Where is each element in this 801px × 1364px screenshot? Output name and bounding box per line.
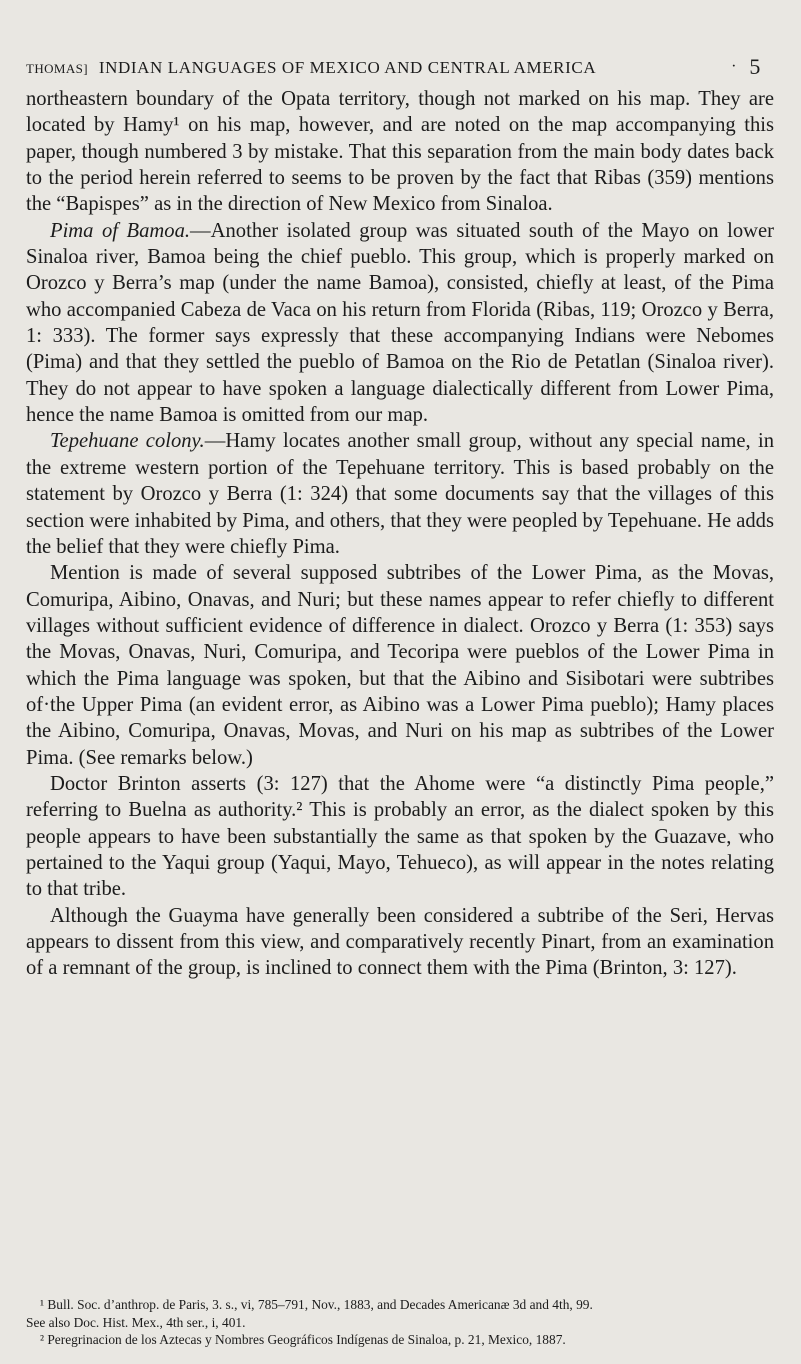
paragraph-text: Although the Guayma have generally been considered a subtribe of the Seri, Hervas appears to dissent from this view, and comparatively recently Pinart, from an examination of a remnant of the group, is inclined to connect them with the Pima (Brinton, 3: 127). (26, 904, 774, 980)
running-head (26, 54, 761, 80)
paragraph-text: Mention is made of several supposed subtribes of the Lower Pima, as the Movas, Comuripa, Aibino, Onavas, and Nuri; but these names appear to refer chiefly to different villages without sufficient evidence of difference in dialect. Orozco y Berra (1: 353) says the Movas, Onavas, Nuri, Comuripa, and Tecoripa were pueblos of the Lower Pima in which the Pima language was spoken, but that the Aibino and Sisibotari were subtribes of·the Upper Pima (an evident error, as Aibino was a Lower Pima pueblo); Hamy places the Aibino, Comuripa, Onavas, Movas, and Nuri on his map as subtribes of the Lower Pima. (See remarks below.) (26, 562, 774, 769)
running-head-author: THOMAS] (26, 61, 89, 76)
paragraph (26, 560, 774, 771)
page-number: 5 (749, 54, 761, 79)
paragraph-text: —Hamy locates another small group, without any special name, in the extreme western portion of the Tepehuane territory. This is based probably on the statement by Orozco y Berra (1: 324) that some documents say that the villages of this section were inhabited by Pima, and others, that they were peopled by Tepehuane. He adds the belief that they were chiefly Pima. (26, 430, 774, 558)
paragraph (26, 218, 774, 429)
running-head-title: INDIAN LANGUAGES OF MEXICO AND CENTRAL AMERICA (98, 58, 597, 77)
paragraph (26, 771, 774, 903)
paragraph (26, 903, 774, 982)
footnotes (26, 1296, 774, 1349)
body-text (26, 86, 774, 982)
paragraph (26, 86, 774, 218)
footnote-continuation: See also Doc. Hist. Mex., 4th ser., i, 401. (26, 1314, 246, 1330)
footnote: ² Peregrinacion de los Aztecas y Nombres Geográficos Indígenas de Sinaloa, p. 21, Mexico, 1887. (40, 1332, 566, 1347)
paragraph-text: northeastern boundary of the Opata territory, though not marked on his map. They are located by Hamy¹ on his map, however, and are noted on the map accompanying this paper, though numbered 3 by mistake. That this separation from the main body dates back to the period herein referred to seems to be proven by the fact that Ribas (359) mentions the “Bapispes” as in the direction of New Mexico from Sinaloa. (26, 88, 774, 216)
section-heading: Pima of Bamoa. (50, 219, 191, 242)
paragraph-text: —Another isolated group was situated south of the Mayo on lower Sinaloa river, Bamoa being the chief pueblo. This group, which is properly marked on Orozco y Berra’s map (under the name Bamoa), consisted, chiefly at least, of the Pima who accompanied Cabeza de Vaca on his return from Florida (Ribas, 119; Orozco y Berra, 1: 333). The former says expressly that these accompanying Indians were Nebomes (Pima) and that they settled the pueblo of Bamoa on the Rio de Petatlan (Sinaloa river). They do not appear to have spoken a language dialectically different from Lower Pima, hence the name Bamoa is omitted from our map. (26, 219, 774, 427)
paragraph (26, 428, 774, 560)
footnote: ¹ Bull. Soc. d’anthrop. de Paris, 3. s., vi, 785–791, Nov., 1883, and Decades Americanæ 3d and 4th, 99. (40, 1297, 593, 1312)
section-heading: Tepehuane colony. (50, 430, 205, 453)
running-head-dot: · (731, 58, 737, 75)
paragraph-text: Doctor Brinton asserts (3: 127) that the Ahome were “a distinctly Pima people,” referring to Buelna as authority.² This is probably an error, as the dialect spoken by this people appears to have been substantially the same as that spoken by the Guazave, who pertained to the Yaqui group (Yaqui, Mayo, Tehueco), as will appear in the notes relating to that tribe. (26, 772, 774, 901)
